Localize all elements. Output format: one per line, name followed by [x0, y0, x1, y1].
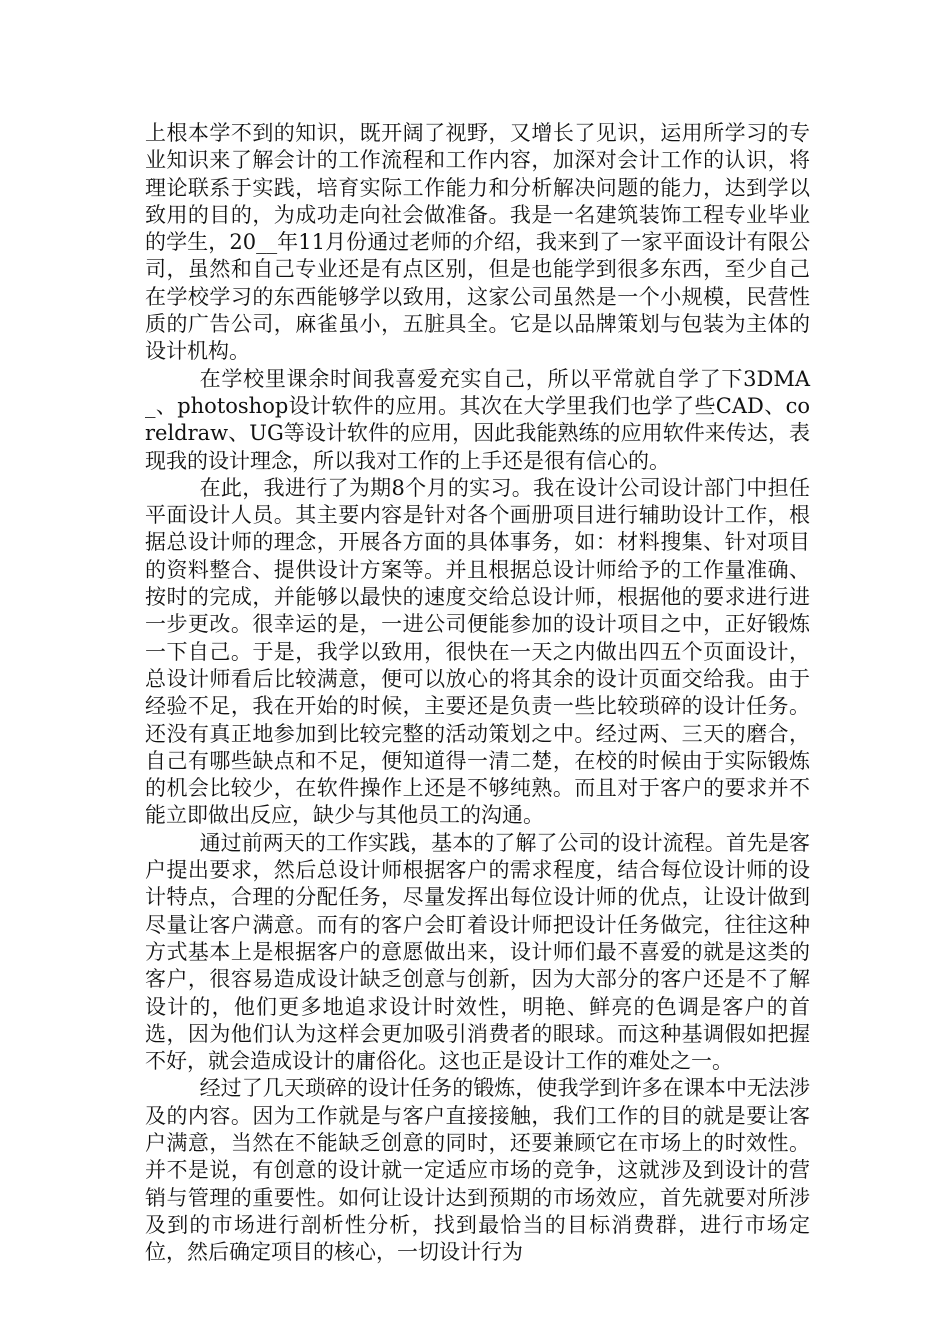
paragraph-4: 通过前两天的工作实践，基本的了解了公司的设计流程。首先是客户提出要求，然后总设计师根据客户的需求程度，结合每位设计师的设计特点，合理的分配任务，尽量发挥出每位设计师的优点，让设计做到尽量让客户满意。而有的客户会盯着设计师把设计任务做完，往往这种方式基本上是根据客户的意愿做出来，设计师们最不喜爱的就是这类的客户，很容易造成设计缺乏创意与创新，因为大部分的客户还是不了解设计的，他们更多地追求设计时效性，明艳、鲜亮的色调是客户的首选，因为他们认为这样会更加吸引消费者的眼球。而这种基调假如把握不好，就会造成设计的庸俗化。这也正是设计工作的难处之一。: [145, 830, 810, 1074]
document-body: [145, 120, 810, 1266]
paragraph-5: 经过了几天琐碎的设计任务的锻炼，使我学到许多在课本中无法涉及的内容。因为工作就是与客户直接接触，我们工作的目的就是要让客户满意，当然在不能缺乏创意的同时，还要兼顾它在市场上的时效性。并不是说，有创意的设计就一定适应市场的竞争，这就涉及到设计的营销与管理的重要性。如何让设计达到预期的市场效应，首先就要对所涉及到的市场进行剖析性分析，找到最恰当的目标消费群，进行市场定位，然后确定项目的核心，一切设计行为: [145, 1076, 810, 1265]
paragraph-2: 在学校里课余时间我喜爱充实自己，所以平常就自学了下3DMA_、photoshop设计软件的应用。其次在大学里我们也学了些CAD、coreldraw、UG等设计软件的应用，因此我能熟练的应用软件来传达，表现我的设计理念，所以我对工作的上手还是很有信心的。: [145, 366, 810, 473]
paragraph-3: 在此，我进行了为期8个月的实习。我在设计公司设计部门中担任平面设计人员。其主要内容是针对各个画册项目进行辅助设计工作，根据总设计师的理念，开展各方面的具体事务，如：材料搜集、针对项目的资料整合、提供设计方案等。并且根据总设计师给予的工作量准确、按时的完成，并能够以最快的速度交给总设计师，根据他的要求进行进一步更改。很幸运的是，一进公司便能参加的设计项目之中，正好锻炼一下自己。于是，我学以致用，很快在一天之内做出四五个页面设计，总设计师看后比较满意，便可以放心的将其余的设计页面交给我。由于经验不足，我在开始的时候，主要还是负责一些比较琐碎的设计任务。还没有真正地参加到比较完整的活动策划之中。经过两、三天的磨合，自己有哪些缺点和不足，便知道得一清二楚，在校的时候由于实际锻炼的机会比较少，在软件操作上还是不够纯熟。而且对于客户的要求并不能立即做出反应，缺少与其他员工的沟通。: [145, 475, 810, 828]
paragraph-1: 上根本学不到的知识，既开阔了视野，又增长了见识，运用所学习的专业知识来了解会计的工作流程和工作内容，加深对会计工作的认识，将理论联系于实践，培育实际工作能力和分析解决问题的能力，达到学以致用的目的，为成功走向社会做准备。我是一名建筑装饰工程专业毕业的学生，20__年11月份通过老师的介绍，我来到了一家平面设计有限公司，虽然和自己专业还是有点区别，但是也能学到很多东西，至少自己在学校学习的东西能够学以致用，这家公司虽然是一个小规模，民营性质的广告公司，麻雀虽小，五脏具全。它是以品牌策划与包装为主体的设计机构。: [145, 121, 810, 364]
